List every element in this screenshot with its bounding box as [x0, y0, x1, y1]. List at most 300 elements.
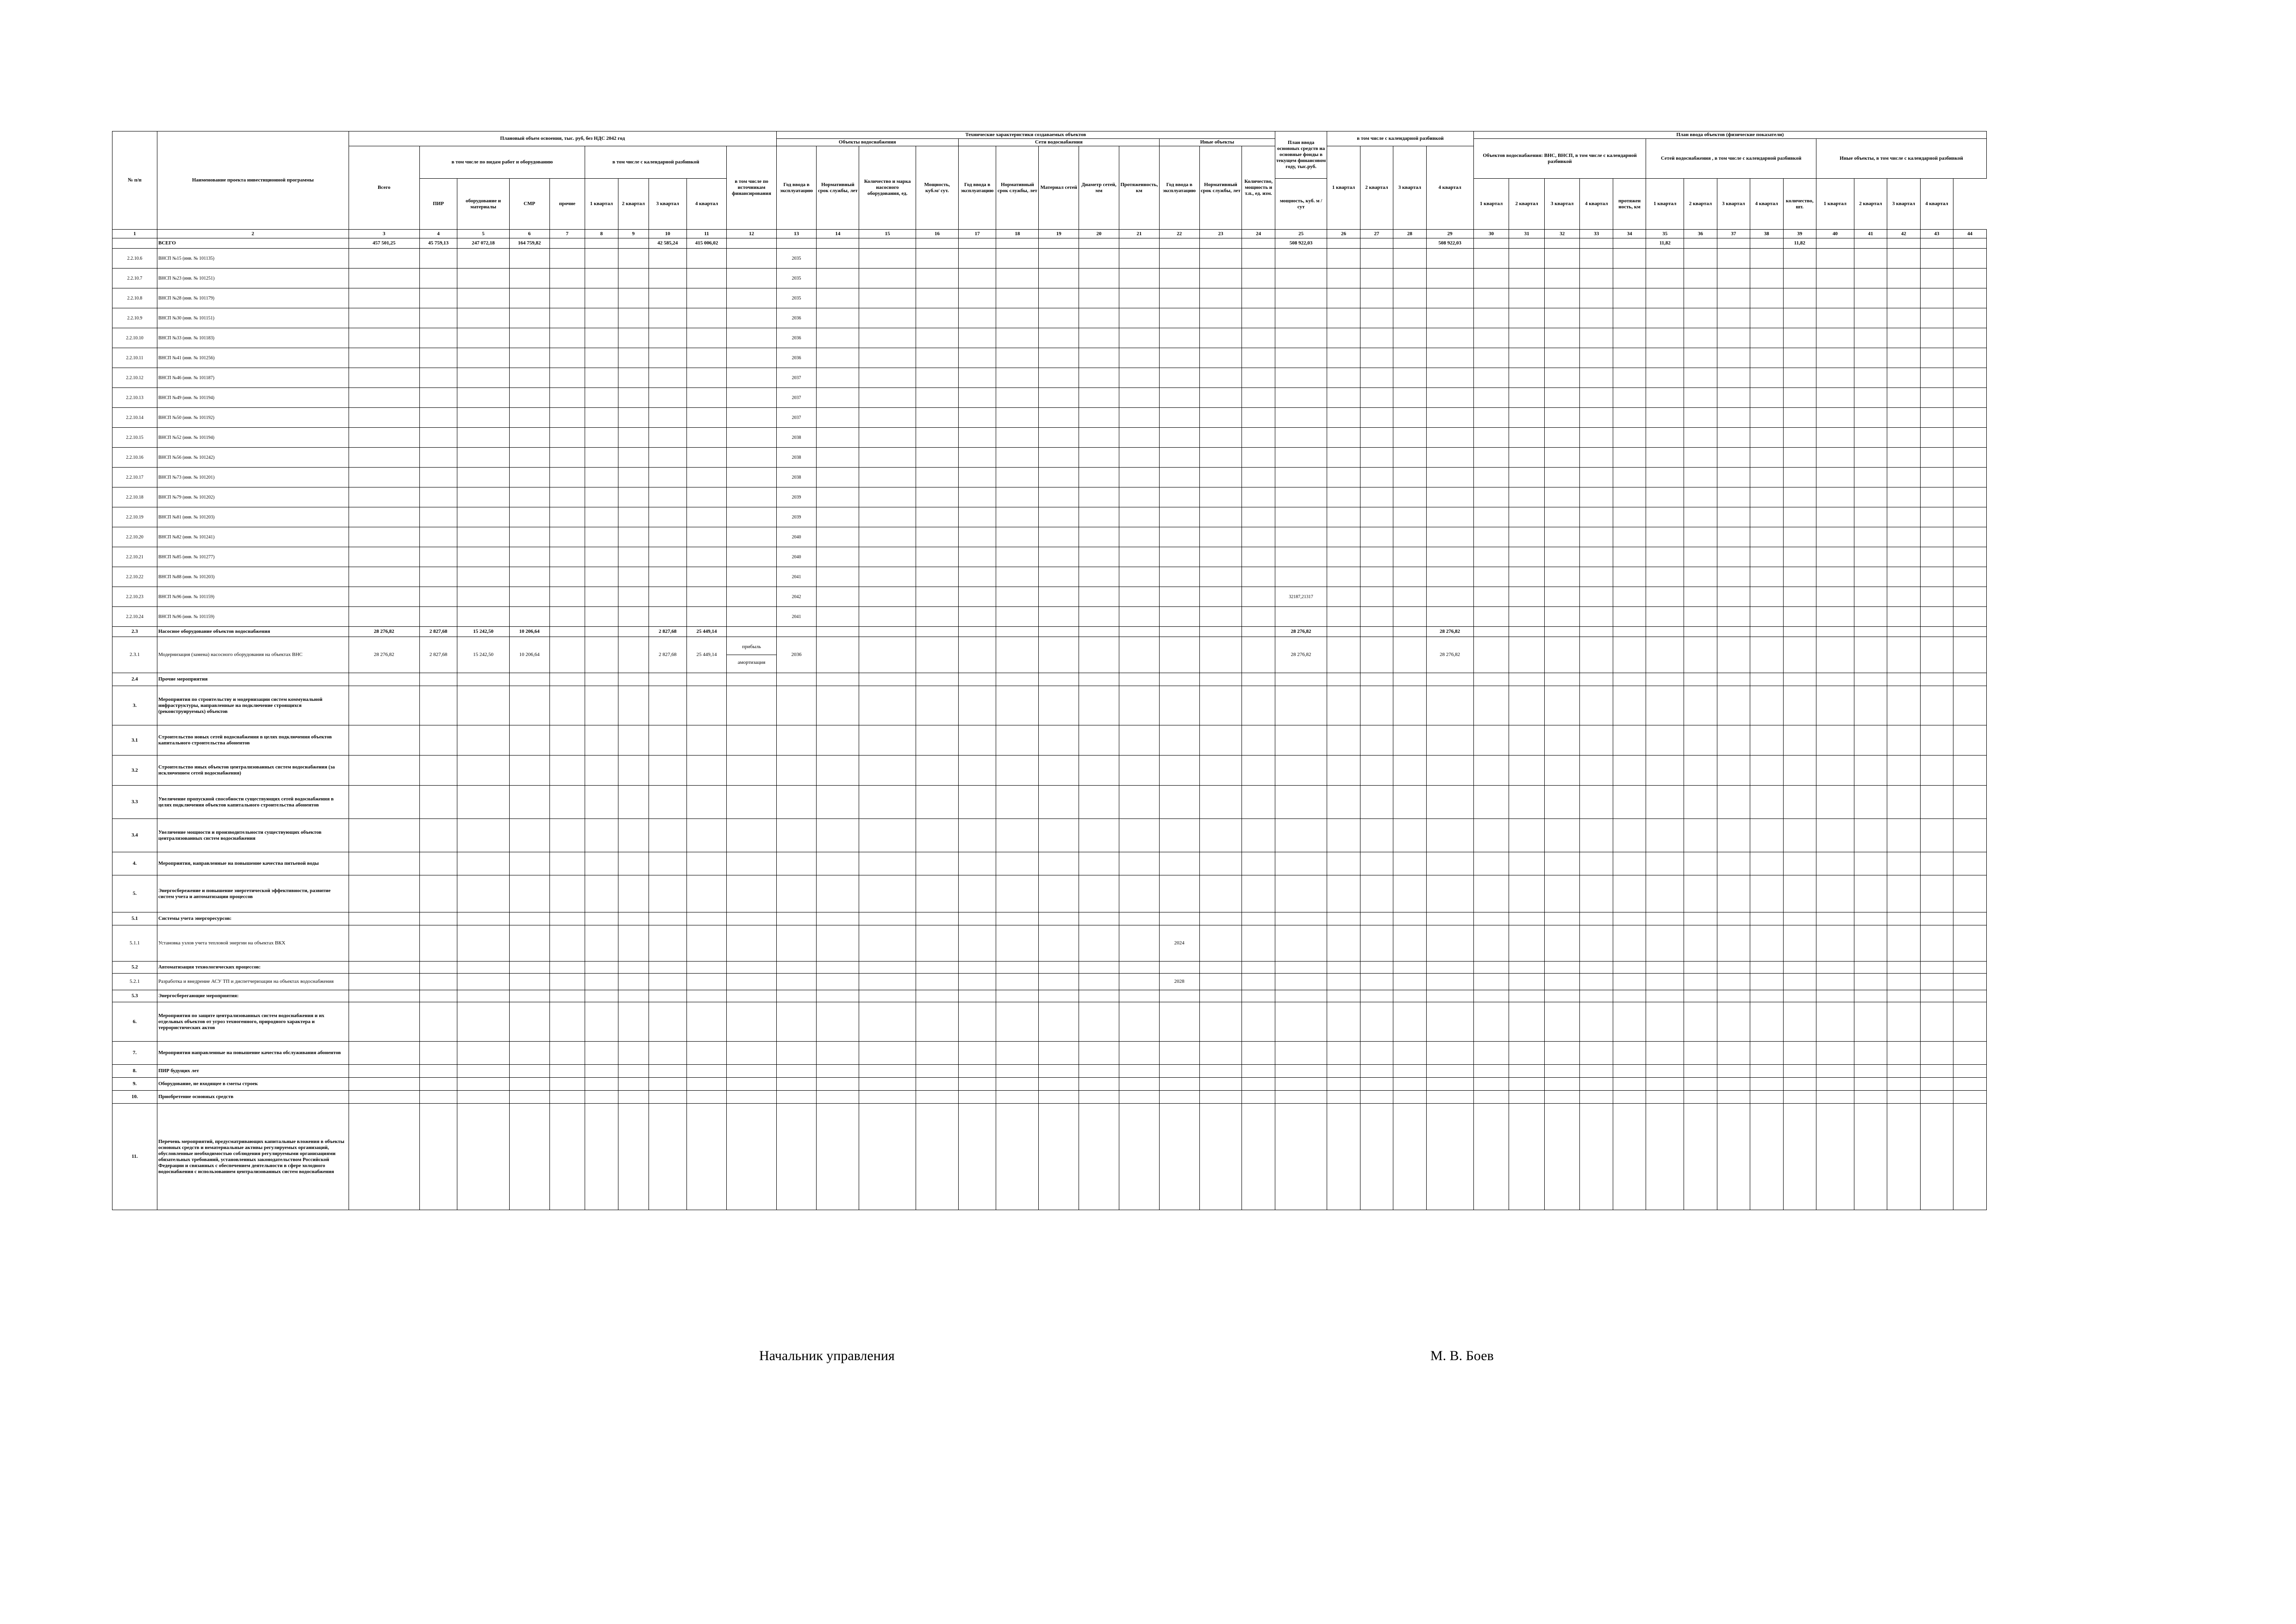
- cell-col-5: [457, 348, 509, 368]
- cell-col-33: [1580, 912, 1613, 925]
- cell-col-22: [1159, 1042, 1199, 1065]
- row-name: Системы учета энергоресурсов:: [157, 912, 349, 925]
- column-number: 19: [1039, 230, 1079, 238]
- section-row: [112, 912, 1987, 925]
- cell-col-32: [1544, 487, 1580, 507]
- cell-col-24: [1242, 627, 1275, 637]
- cell-col-27: [1360, 487, 1393, 507]
- cell-col-21: [1119, 249, 1159, 269]
- cell-col-6: [509, 368, 549, 388]
- cell-col-12: [727, 428, 776, 448]
- cell-col-26: [1327, 786, 1360, 819]
- cell-col-18: [996, 1065, 1039, 1078]
- cell-col-11: [686, 607, 727, 627]
- cell-col-32: [1544, 912, 1580, 925]
- hdr-phys-q4: 4 квартал: [1580, 179, 1613, 230]
- cell-col-27: [1360, 348, 1393, 368]
- cell-col-34: [1613, 925, 1646, 962]
- cell-col-40: [1816, 1065, 1854, 1078]
- cell-col-41: [1854, 249, 1887, 269]
- cell-col-33: [1580, 637, 1613, 673]
- cell-col-38: [1750, 786, 1783, 819]
- cell-col-15: [859, 507, 916, 527]
- cell-col-11: [686, 990, 727, 1002]
- cell-col-8: [585, 1065, 618, 1078]
- row-name: ВНСП №52 (инв. № 101194): [157, 428, 349, 448]
- cell-col-35: [1646, 547, 1684, 567]
- hdr-equip-count: Количество и марка насосного оборудования, ед.: [859, 146, 916, 230]
- section-row: [112, 819, 1987, 852]
- cell-col-5: [457, 527, 509, 547]
- cell-col-11: [686, 725, 727, 756]
- cell-col-42: [1887, 852, 1920, 875]
- cell-col-39: [1783, 819, 1816, 852]
- cell-col-26: [1327, 388, 1360, 408]
- cell-col-36: [1684, 912, 1717, 925]
- cell-col-10: [649, 1104, 686, 1210]
- cell-col-9: [618, 348, 649, 368]
- section-row: [112, 962, 1987, 974]
- cell-col-34: [1613, 627, 1646, 637]
- cell-col-35: 11,82: [1646, 238, 1684, 249]
- cell-col-31: [1509, 1104, 1545, 1210]
- cell-col-4: [419, 269, 457, 288]
- cell-col-7: [549, 288, 585, 308]
- hdr-phys-q3: 3 квартал: [1544, 179, 1580, 230]
- cell-col-21: [1119, 637, 1159, 673]
- hdr-norm-life-net: Нормативный срок службы, лет: [996, 146, 1039, 230]
- cell-col-36: [1684, 487, 1717, 507]
- cell-col-40: [1816, 962, 1854, 974]
- cell-col-6: [509, 819, 549, 852]
- cell-col-13: [776, 990, 817, 1002]
- cell-col-26: [1327, 288, 1360, 308]
- cell-col-25: [1275, 819, 1327, 852]
- cell-col-34: [1613, 269, 1646, 288]
- cell-col-36: [1684, 637, 1717, 673]
- cell-col-15: [859, 673, 916, 686]
- row-number: 2.2.10.11: [112, 348, 157, 368]
- cell-col-10: [649, 819, 686, 852]
- cell-col-21: [1119, 308, 1159, 328]
- cell-col-21: [1119, 627, 1159, 637]
- cell-col-12: [727, 448, 776, 468]
- cell-col-22: [1159, 468, 1199, 487]
- cell-col-22: 2028: [1159, 974, 1199, 990]
- column-number: 41: [1854, 230, 1887, 238]
- cell-col-13: [776, 1078, 817, 1091]
- cell-col-25: [1275, 408, 1327, 428]
- cell-col-7: [549, 673, 585, 686]
- cell-col-13: [776, 819, 817, 852]
- cell-col-14: [817, 587, 859, 607]
- cell-col-35: [1646, 1078, 1684, 1091]
- cell-col-7: [549, 238, 585, 249]
- cell-col-12: [727, 990, 776, 1002]
- cell-col-5: [457, 756, 509, 786]
- cell-col-32: [1544, 249, 1580, 269]
- cell-col-38: [1750, 819, 1783, 852]
- cell-col-25: 28 276,82: [1275, 637, 1327, 673]
- cell-col-23: [1199, 786, 1242, 819]
- cell-col-35: [1646, 990, 1684, 1002]
- cell-col-29: [1426, 925, 1473, 962]
- row-number: 2.2.10.17: [112, 468, 157, 487]
- cell-col-14: [817, 567, 859, 587]
- cell-col-20: [1079, 990, 1119, 1002]
- cell-col-18: [996, 990, 1039, 1002]
- cell-col-12: [727, 756, 776, 786]
- cell-col-39: [1783, 527, 1816, 547]
- cell-col-18: [996, 408, 1039, 428]
- row-number: 5.2: [112, 962, 157, 974]
- cell-col-30: [1473, 587, 1509, 607]
- cell-col-10: [649, 507, 686, 527]
- cell-col-41: [1854, 547, 1887, 567]
- cell-col-28: [1393, 408, 1426, 428]
- row-name: ВСЕГО: [157, 238, 349, 249]
- cell-col-35: [1646, 686, 1684, 725]
- cell-col-32: [1544, 328, 1580, 348]
- cell-col-31: [1509, 249, 1545, 269]
- row-name: ВНСП №81 (инв. № 101203): [157, 507, 349, 527]
- cell-col-9: [618, 1042, 649, 1065]
- cell-col-16: [916, 912, 958, 925]
- cell-col-5: [457, 547, 509, 567]
- cell-col-40: [1816, 627, 1854, 637]
- cell-col-29: [1426, 269, 1473, 288]
- cell-col-4: [419, 408, 457, 428]
- table-row: [112, 448, 1987, 468]
- cell-col-30: [1473, 686, 1509, 725]
- cell-col-37: [1717, 962, 1750, 974]
- cell-col-42: [1887, 448, 1920, 468]
- hdr-year-net: Год ввода в эксплуатацию: [958, 146, 996, 230]
- cell-col-4: [419, 1002, 457, 1042]
- cell-col-15: [859, 1002, 916, 1042]
- cell-col-24: [1242, 819, 1275, 852]
- cell-col-14: [817, 819, 859, 852]
- cell-col-17: [958, 786, 996, 819]
- cell-col-8: [585, 468, 618, 487]
- cell-col-19: [1039, 962, 1079, 974]
- cell-col-25: [1275, 388, 1327, 408]
- cell-col-44: [1953, 1078, 1987, 1091]
- cell-col-10: [649, 607, 686, 627]
- cell-col-3: [349, 328, 419, 348]
- cell-col-42: [1887, 408, 1920, 428]
- cell-col-3: [349, 507, 419, 527]
- cell-col-34: [1613, 819, 1646, 852]
- cell-col-22: [1159, 607, 1199, 627]
- cell-col-34: [1613, 428, 1646, 448]
- cell-col-25: [1275, 852, 1327, 875]
- cell-col-43: [1920, 238, 1953, 249]
- cell-col-28: [1393, 875, 1426, 912]
- cell-col-14: [817, 875, 859, 912]
- section-row: [112, 786, 1987, 819]
- column-number: 38: [1750, 230, 1783, 238]
- cell-col-8: [585, 875, 618, 912]
- cell-col-10: [649, 925, 686, 962]
- cell-col-29: [1426, 368, 1473, 388]
- cell-col-4: [419, 819, 457, 852]
- cell-col-10: [649, 1042, 686, 1065]
- column-number: 18: [996, 230, 1039, 238]
- cell-col-22: [1159, 627, 1199, 637]
- cell-col-16: [916, 328, 958, 348]
- cell-col-31: [1509, 925, 1545, 962]
- cell-col-33: [1580, 1002, 1613, 1042]
- row-name: ВНСП №82 (инв. № 101241): [157, 527, 349, 547]
- cell-col-44: [1953, 974, 1987, 990]
- cell-col-14: [817, 607, 859, 627]
- cell-col-14: [817, 1078, 859, 1091]
- cell-col-32: [1544, 408, 1580, 428]
- cell-col-37: [1717, 852, 1750, 875]
- cell-col-38: [1750, 686, 1783, 725]
- cell-col-10: [649, 249, 686, 269]
- cell-col-25: [1275, 912, 1327, 925]
- cell-col-3: [349, 547, 419, 567]
- cell-col-15: [859, 368, 916, 388]
- cell-col-5: [457, 448, 509, 468]
- cell-col-29: [1426, 1065, 1473, 1078]
- row-name: Мероприятия по строительству и модернизации систем коммунальной инфраструктуры, направленные на подключение строящихся (реконструируемых) объектов: [157, 686, 349, 725]
- cell-col-28: [1393, 1091, 1426, 1104]
- cell-col-21: [1119, 1091, 1159, 1104]
- cell-col-14: [817, 962, 859, 974]
- row-number: 2.2.10.14: [112, 408, 157, 428]
- cell-col-38: [1750, 990, 1783, 1002]
- cell-col-39: [1783, 328, 1816, 348]
- cell-col-33: [1580, 507, 1613, 527]
- cell-col-18: [996, 673, 1039, 686]
- cell-col-4: [419, 912, 457, 925]
- cell-col-32: [1544, 637, 1580, 673]
- cell-col-40: [1816, 607, 1854, 627]
- cell-col-39: [1783, 962, 1816, 974]
- cell-col-16: [916, 974, 958, 990]
- cell-col-5: [457, 962, 509, 974]
- cell-col-9: [618, 686, 649, 725]
- cell-col-18: [996, 368, 1039, 388]
- cell-col-13: 2036: [776, 637, 817, 673]
- cell-col-32: [1544, 819, 1580, 852]
- cell-col-9: [618, 388, 649, 408]
- cell-col-37: [1717, 269, 1750, 288]
- cell-col-22: [1159, 725, 1199, 756]
- cell-col-16: [916, 686, 958, 725]
- cell-col-32: [1544, 507, 1580, 527]
- cell-col-38: [1750, 328, 1783, 348]
- cell-col-6: [509, 288, 549, 308]
- cell-col-43: [1920, 1042, 1953, 1065]
- table-row: [112, 487, 1987, 507]
- cell-col-8: [585, 288, 618, 308]
- cell-col-23: [1199, 1104, 1242, 1210]
- cell-col-39: [1783, 974, 1816, 990]
- cell-col-13: 2035: [776, 249, 817, 269]
- cell-col-27: [1360, 368, 1393, 388]
- cell-col-24: [1242, 686, 1275, 725]
- row-number: 10.: [112, 1091, 157, 1104]
- cell-col-11: [686, 875, 727, 912]
- cell-col-27: [1360, 756, 1393, 786]
- cell-col-9: [618, 786, 649, 819]
- cell-col-8: [585, 974, 618, 990]
- cell-col-30: [1473, 567, 1509, 587]
- cell-col-31: [1509, 448, 1545, 468]
- cell-col-39: [1783, 567, 1816, 587]
- cell-col-41: [1854, 348, 1887, 368]
- cell-col-33: [1580, 1104, 1613, 1210]
- cell-col-36: [1684, 1091, 1717, 1104]
- cell-col-6: [509, 249, 549, 269]
- cell-col-17: [958, 308, 996, 328]
- cell-col-14: [817, 990, 859, 1002]
- cell-col-43: [1920, 249, 1953, 269]
- cell-col-36: [1684, 1104, 1717, 1210]
- cell-col-7: [549, 852, 585, 875]
- cell-col-29: [1426, 1104, 1473, 1210]
- cell-col-23: [1199, 487, 1242, 507]
- cell-col-43: [1920, 786, 1953, 819]
- cell-col-8: [585, 756, 618, 786]
- cell-col-7: [549, 627, 585, 637]
- cell-col-15: [859, 1042, 916, 1065]
- table-row: [112, 328, 1987, 348]
- cell-col-41: [1854, 925, 1887, 962]
- cell-col-8: [585, 448, 618, 468]
- cell-col-10: [649, 587, 686, 607]
- cell-col-14: [817, 725, 859, 756]
- cell-col-19: [1039, 1042, 1079, 1065]
- cell-col-23: [1199, 328, 1242, 348]
- row-name: Мероприятия по защите централизованных систем водоснабжения и их отдельных объектов от угроз техногенного, природного характера и террористических актов: [157, 1002, 349, 1042]
- cell-col-8: [585, 962, 618, 974]
- cell-col-33: [1580, 974, 1613, 990]
- cell-col-12: [727, 388, 776, 408]
- cell-col-22: [1159, 288, 1199, 308]
- cell-col-5: [457, 1091, 509, 1104]
- cell-col-35: [1646, 269, 1684, 288]
- row-number: 11.: [112, 1104, 157, 1210]
- cell-col-21: [1119, 428, 1159, 448]
- cell-col-4: [419, 686, 457, 725]
- cell-col-19: [1039, 819, 1079, 852]
- cell-col-42: [1887, 587, 1920, 607]
- cell-col-4: [419, 1042, 457, 1065]
- hdr-water-obj-phys: Объектов водоснабжения: ВНС, ВНСП, в том числе с календарной разбивкой: [1473, 139, 1646, 179]
- cell-col-42: [1887, 819, 1920, 852]
- cell-col-3: [349, 1065, 419, 1078]
- cell-col-15: [859, 607, 916, 627]
- cell-col-41: [1854, 288, 1887, 308]
- row-name: ВНСП №28 (инв. № 101179): [157, 288, 349, 308]
- cell-col-5: [457, 408, 509, 428]
- cell-col-38: [1750, 348, 1783, 368]
- cell-col-26: [1327, 925, 1360, 962]
- cell-col-10: [649, 686, 686, 725]
- cell-col-11: [686, 974, 727, 990]
- cell-col-13: [776, 925, 817, 962]
- cell-col-23: [1199, 348, 1242, 368]
- cell-col-3: [349, 468, 419, 487]
- column-number: 7: [549, 230, 585, 238]
- cell-col-26: [1327, 852, 1360, 875]
- cell-col-34: [1613, 368, 1646, 388]
- cell-col-10: [649, 527, 686, 547]
- cell-col-7: [549, 1002, 585, 1042]
- cell-col-44: [1953, 673, 1987, 686]
- cell-col-3: [349, 990, 419, 1002]
- cell-col-7: [549, 786, 585, 819]
- cell-col-14: [817, 408, 859, 428]
- cell-col-25: [1275, 725, 1327, 756]
- cell-col-5: [457, 368, 509, 388]
- cell-col-27: [1360, 673, 1393, 686]
- cell-col-16: [916, 408, 958, 428]
- cell-col-15: [859, 487, 916, 507]
- row-number: 2.2.10.8: [112, 288, 157, 308]
- cell-col-28: [1393, 428, 1426, 448]
- cell-col-25: [1275, 974, 1327, 990]
- cell-col-38: [1750, 1042, 1783, 1065]
- cell-col-3: [349, 308, 419, 328]
- cell-col-31: [1509, 786, 1545, 819]
- cell-col-33: [1580, 567, 1613, 587]
- cell-col-7: [549, 368, 585, 388]
- cell-col-4: [419, 1078, 457, 1091]
- cell-col-20: [1079, 925, 1119, 962]
- cell-col-29: [1426, 962, 1473, 974]
- cell-col-21: [1119, 547, 1159, 567]
- cell-col-23: [1199, 1042, 1242, 1065]
- cell-col-6: [509, 1091, 549, 1104]
- cell-col-19: [1039, 607, 1079, 627]
- cell-col-16: [916, 852, 958, 875]
- investment-program-table-wrap: [112, 131, 1987, 1210]
- cell-col-7: [549, 725, 585, 756]
- row-number: 2.3.1: [112, 637, 157, 673]
- cell-col-4: [419, 1065, 457, 1078]
- section-row: [112, 673, 1987, 686]
- row-name: Строительство иных объектов централизованных систем водоснабжения (за исключением сетей водоснабжения): [157, 756, 349, 786]
- cell-col-18: [996, 925, 1039, 962]
- cell-col-11: [686, 1078, 727, 1091]
- cell-col-17: [958, 368, 996, 388]
- cell-col-32: [1544, 428, 1580, 448]
- cell-col-26: [1327, 238, 1360, 249]
- cell-col-5: 15 242,50: [457, 627, 509, 637]
- cell-col-9: [618, 587, 649, 607]
- cell-col-29: [1426, 428, 1473, 448]
- cell-col-8: [585, 1091, 618, 1104]
- cell-col-7: [549, 448, 585, 468]
- cell-col-39: [1783, 587, 1816, 607]
- cell-col-42: [1887, 912, 1920, 925]
- cell-col-31: [1509, 288, 1545, 308]
- cell-col-44: [1953, 567, 1987, 587]
- table-row: [112, 468, 1987, 487]
- cell-col-33: [1580, 925, 1613, 962]
- hdr-water-obj: Объекты водоснабжения: [776, 139, 958, 146]
- cell-col-7: [549, 925, 585, 962]
- cell-col-26: [1327, 756, 1360, 786]
- cell-col-42: [1887, 348, 1920, 368]
- cell-col-24: [1242, 468, 1275, 487]
